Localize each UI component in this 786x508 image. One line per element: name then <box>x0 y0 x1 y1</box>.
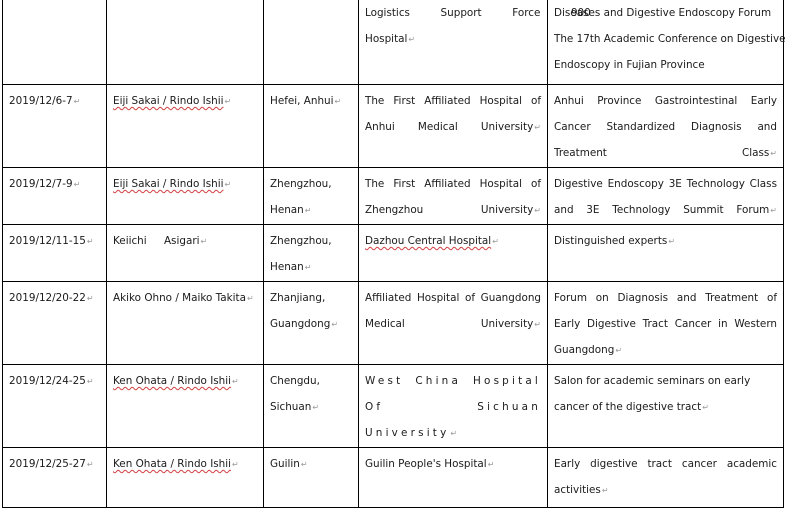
experts-cell <box>107 365 264 448</box>
hospital-text: Dazhou Central Hospital <box>365 235 492 247</box>
experts-text: Eiji Sakai / Rindo Ishii <box>113 178 224 190</box>
hospital-text: West China Hospital Of Sichuan University <box>365 375 541 439</box>
event-cell <box>548 168 784 225</box>
hospital-cell <box>359 85 548 168</box>
event-cell <box>548 448 784 508</box>
date-text: 2019/12/20-22 <box>9 292 86 304</box>
experts-text: Ken Ohata / Rindo Ishii <box>113 458 232 470</box>
hospital-cell <box>359 365 548 448</box>
event-cell <box>548 0 784 85</box>
date-text: 2019/12/25-27 <box>9 458 86 470</box>
paragraph-mark: ↵ <box>86 460 94 469</box>
event-text: Forum on Diagnosis and Treatment of Early Digestive Tract Cancer in Western Guangdong <box>554 292 777 356</box>
table-row <box>3 225 784 282</box>
event-text: Anhui Province Gastrointestinal Early Cancer Standardized Diagnosis and Treatment Class <box>554 95 777 159</box>
paragraph-mark: ↵ <box>770 206 777 215</box>
paragraph-mark: ↵ <box>534 320 541 329</box>
paragraph-mark: ↵ <box>668 237 676 246</box>
paragraph-mark: ↵ <box>232 460 239 469</box>
city-cell <box>264 282 359 365</box>
paragraph-mark: ↵ <box>73 180 81 189</box>
paragraph-mark: ↵ <box>224 180 232 189</box>
experts-text: Keiichi Asigari <box>113 235 200 247</box>
hospital-text: Affiliated Hospital of Guangdong Medical University <box>365 292 541 330</box>
event-cell <box>548 225 784 282</box>
paragraph-mark: ↵ <box>312 403 320 412</box>
paragraph-mark: ↵ <box>702 403 709 412</box>
experts-cell <box>107 168 264 225</box>
paragraph-mark: ↵ <box>304 263 312 272</box>
paragraph-mark: ↵ <box>304 206 312 215</box>
city-cell <box>264 85 359 168</box>
experts-cell <box>107 85 264 168</box>
city-text: Zhengzhou, Henan <box>270 235 332 273</box>
paragraph-mark: ↵ <box>487 460 495 469</box>
city-text: Guilin <box>270 458 300 470</box>
paragraph-mark: ↵ <box>224 97 232 106</box>
hospital-text: Guilin People's Hospital <box>365 458 487 470</box>
paragraph-mark: ↵ <box>73 97 81 106</box>
event-cell <box>548 85 784 168</box>
hospital-cell <box>359 225 548 282</box>
event-line: The 17th Academic Conference on Digestive <box>554 33 786 45</box>
date-text: 2019/12/6-7 <box>9 95 73 107</box>
date-cell <box>3 168 107 225</box>
date-cell <box>3 225 107 282</box>
city-cell <box>264 365 359 448</box>
paragraph-mark: ↵ <box>601 486 609 495</box>
table-row <box>3 448 784 508</box>
experts-cell <box>107 225 264 282</box>
event-text: Digestive Endoscopy 3E Technology Class and 3E Technology Summit Forum <box>554 178 777 216</box>
date-cell <box>3 282 107 365</box>
date-text: 2019/12/7-9 <box>9 178 73 190</box>
hospital-cell <box>359 282 548 365</box>
experts-cell <box>107 448 264 508</box>
event-text: Early digestive tract cancer academic activities <box>554 458 777 496</box>
table-row <box>3 365 784 448</box>
date-cell <box>3 0 107 85</box>
city-cell <box>264 448 359 508</box>
table-row <box>3 282 784 365</box>
event-cell <box>548 365 784 448</box>
event-text: Salon for academic seminars on early cancer of the digestive tract <box>554 375 751 413</box>
experts-text: Ken Ohata / Rindo Ishii <box>113 375 232 387</box>
city-cell <box>264 168 359 225</box>
paragraph-mark: ↵ <box>534 206 541 215</box>
date-text: 2019/12/11-15 <box>9 235 86 247</box>
experts-cell <box>107 0 264 85</box>
paragraph-mark: ↵ <box>247 294 254 303</box>
experts-cell <box>107 282 264 365</box>
hospital-text: The First Affiliated Hospital of Anhui Medical University <box>365 95 541 133</box>
city-cell <box>264 0 359 85</box>
event-line: Endoscopy in Fujian Province <box>554 59 705 71</box>
event-text: Distinguished experts <box>554 235 668 247</box>
experts-text: Eiji Sakai / Rindo Ishii <box>113 95 224 107</box>
table-row <box>3 0 784 85</box>
hospital-text: The First Affiliated Hospital of Zhengzhou University <box>365 178 541 216</box>
paragraph-mark: ↵ <box>334 97 342 106</box>
table-row <box>3 85 784 168</box>
hospital-cell <box>359 448 548 508</box>
city-cell <box>264 225 359 282</box>
city-text: Zhanjiang, Guangdong <box>270 292 331 330</box>
city-text: Zhengzhou, Henan <box>270 178 332 216</box>
event-line: Diseases and Digestive Endoscopy Forum <box>554 7 772 19</box>
date-cell <box>3 448 107 508</box>
paragraph-mark: ↵ <box>450 429 461 438</box>
city-text: Hefei, Anhui <box>270 95 334 107</box>
hospital-cell: Logistics Support Force 900 Hospital↵ <box>359 0 548 85</box>
paragraph-mark: ↵ <box>86 377 94 386</box>
experts-text: Akiko Ohno / Maiko Takita <box>113 292 246 304</box>
paragraph-mark: ↵ <box>770 149 777 158</box>
paragraph-mark: ↵ <box>615 346 623 355</box>
event-cell <box>548 282 784 365</box>
paragraph-mark: ↵ <box>331 320 339 329</box>
date-cell <box>3 365 107 448</box>
paragraph-mark: ↵ <box>86 294 94 303</box>
date-cell <box>3 85 107 168</box>
hospital-cell <box>359 168 548 225</box>
city-text: Chengdu, Sichuan <box>270 375 320 413</box>
table-row <box>3 168 784 225</box>
paragraph-mark: ↵ <box>492 237 499 246</box>
paragraph-mark: ↵ <box>86 237 94 246</box>
date-text: 2019/12/24-25 <box>9 375 86 387</box>
paragraph-mark: ↵ <box>232 377 239 386</box>
paragraph-mark: ↵ <box>300 460 308 469</box>
events-table <box>2 0 784 508</box>
paragraph-mark: ↵ <box>200 237 208 246</box>
paragraph-mark: ↵ <box>534 123 541 132</box>
